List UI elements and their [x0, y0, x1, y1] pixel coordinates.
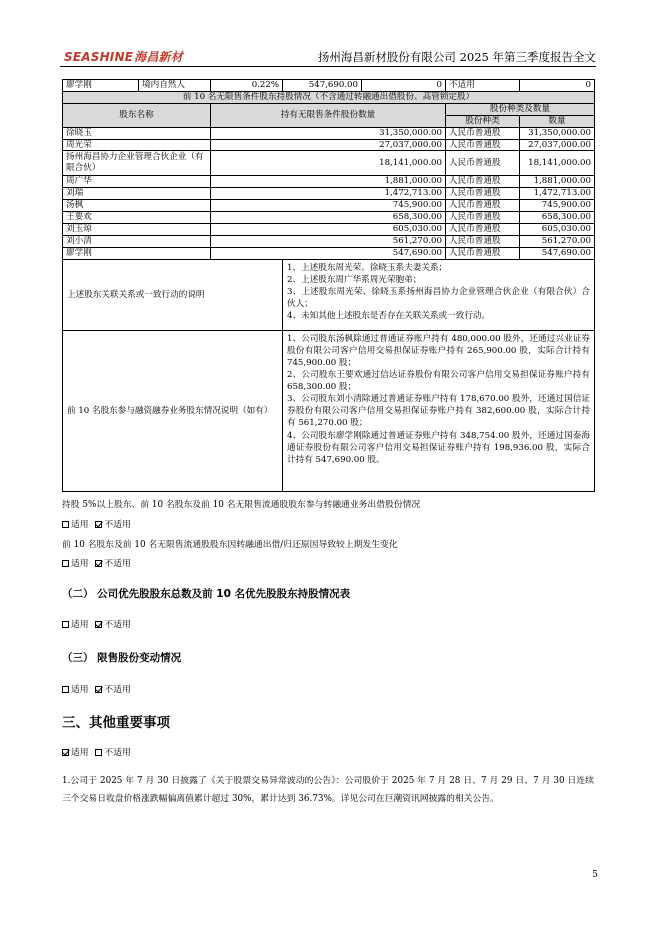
checkbox-checked-icon: [95, 560, 102, 567]
row-qty: 1,881,000.00: [520, 176, 595, 188]
change-note: 前 10 名股东及前 10 名无限售流通股股东因转融通出借/归还原因导致较上期发生变化: [62, 540, 398, 550]
relation-line: 4、未知其他上述股东是否存在关联关系或一致行动。: [287, 311, 491, 322]
applicable-label: 适用: [71, 559, 89, 569]
relation-line: 2、上述股东周广华系周光荣胞弟；: [287, 274, 422, 285]
preferred-checkbox-line: [62, 617, 131, 630]
margin-notes: [283, 330, 595, 491]
top-pct: 0.22%: [211, 80, 283, 92]
col-header-shares: 持有无限售条件股份数量: [211, 103, 446, 127]
row-name: 刘玉琼: [63, 224, 211, 236]
row-qty: 745,900.00: [520, 200, 595, 212]
row-kind: 人民币普通股: [446, 247, 520, 259]
not-applicable-label: 不适用: [104, 559, 131, 569]
table-row: [63, 139, 595, 151]
applicable-label: 适用: [71, 620, 89, 630]
page-number: 5: [592, 870, 598, 880]
checkbox-checked-icon: [95, 621, 102, 628]
checkbox-empty-icon: [62, 560, 69, 567]
row-name: 刘小清: [63, 235, 211, 247]
checkbox-empty-icon: [62, 521, 69, 528]
not-applicable-label: 不适用: [104, 748, 131, 758]
page-header: [60, 44, 596, 67]
row-qty: 1,472,713.00: [520, 188, 595, 200]
top-shares: 547,690.00: [283, 80, 362, 92]
other-checkbox-line: [62, 745, 131, 758]
relation-notes: [283, 259, 595, 330]
row-name: 徐晓玉: [63, 127, 211, 139]
applicable-label: 适用: [71, 748, 89, 758]
top-type: 境内自然人: [139, 80, 211, 92]
shareholder-rows: [63, 127, 595, 259]
logo-text-en: SEASHINE: [64, 50, 134, 64]
margin-label: 前 10 名股东参与融资融券业务股东情况说明（如有）: [63, 330, 283, 491]
section-heading-restricted: （三） 限售股份变动情况: [62, 652, 182, 664]
row-name: 周广华: [63, 176, 211, 188]
row-shares: 658,300.00: [211, 212, 446, 224]
row-qty: 18,141,000.00: [520, 151, 595, 176]
row-kind: 人民币普通股: [446, 151, 520, 176]
not-applicable-label: 不适用: [104, 685, 131, 695]
table-row: [63, 176, 595, 188]
row-kind: 人民币普通股: [446, 235, 520, 247]
row-qty: 547,690.00: [520, 247, 595, 259]
row-kind: 人民币普通股: [446, 176, 520, 188]
row-name: 王要欢: [63, 212, 211, 224]
not-applicable-label: 不适用: [104, 520, 131, 530]
row-shares: 31,350,000.00: [211, 127, 446, 139]
row-kind: 人民币普通股: [446, 139, 520, 151]
row-qty: 561,270.00: [520, 235, 595, 247]
applicable-label: 适用: [71, 520, 89, 530]
row-name: 汤枫: [63, 200, 211, 212]
table-row: [63, 235, 595, 247]
document-title: 扬州海昌新材股份有限公司 2025 年第三季度报告全文: [317, 50, 596, 64]
change-checkbox-line: [62, 556, 131, 569]
row-name: 周光荣: [63, 139, 211, 151]
col-header-qty: 数量: [520, 115, 595, 127]
row-shares: 561,270.00: [211, 235, 446, 247]
col-header-kind-group: 股份种类及数量: [446, 103, 595, 115]
row-kind: 人民币普通股: [446, 188, 520, 200]
shareholder-table: [62, 79, 595, 492]
checkbox-empty-icon: [95, 749, 102, 756]
row-qty: 31,350,000.00: [520, 127, 595, 139]
row-shares: 1,472,713.00: [211, 188, 446, 200]
top-count: 0: [520, 80, 595, 92]
relation-label: 上述股东关联关系或一致行动的说明: [63, 259, 283, 330]
margin-line: 4、公司股东廖学刚除通过普通证券账户持有 348,754.00 股外，还通过国泰海通证券股份有限公司客户信用交易担保证券账户持有 198,936.00 股，实际合计持有 547,690.00 股。: [287, 430, 590, 465]
lending-note: 持股 5%以上股东、前 10 名股东及前 10 名无限售流通股股东参与转融通业务出借股份情况: [62, 500, 421, 510]
margin-line: 2、公司股东王要欢通过信达证券股份有限公司客户信用交易担保证券账户持有 658,300.00 股；: [287, 370, 590, 393]
row-shares: 18,141,000.00: [211, 151, 446, 176]
row-name: 刘瑞: [63, 188, 211, 200]
checkbox-empty-icon: [62, 686, 69, 693]
logo-text-cn: 海昌新材: [134, 50, 183, 64]
row-shares: 745,900.00: [211, 200, 446, 212]
table-row: [63, 200, 595, 212]
table-row: [63, 151, 595, 176]
top-pledge: 0: [362, 80, 446, 92]
table-row: [63, 127, 595, 139]
row-qty: 658,300.00: [520, 212, 595, 224]
checkbox-empty-icon: [62, 621, 69, 628]
margin-line: 3、公司股东刘小清除通过普通证券账户持有 178,670.00 股外，还通过国信证券股份有限公司客户信用交易担保证券账户持有 382,600.00 股，实际合计持有 561,270.00 股；: [287, 394, 590, 429]
top-shareholder-row: [63, 80, 595, 92]
row-kind: 人民币普通股: [446, 127, 520, 139]
checkbox-checked-icon: [95, 521, 102, 528]
top-name: 廖学刚: [63, 80, 139, 92]
row-shares: 1,881,000.00: [211, 176, 446, 188]
top-status: 不适用: [446, 80, 520, 92]
row-shares: 547,690.00: [211, 247, 446, 259]
row-kind: 人民币普通股: [446, 224, 520, 236]
row-name: 扬州海昌协力企业管理合伙企业（有限合伙）: [63, 151, 211, 176]
section-heading-preferred: （二） 公司优先股股东总数及前 10 名优先股股东持股情况表: [62, 588, 351, 600]
table-row: [63, 247, 595, 259]
applicable-label: 适用: [71, 685, 89, 695]
row-kind: 人民币普通股: [446, 212, 520, 224]
restricted-checkbox-line: [62, 682, 131, 695]
table-row: [63, 188, 595, 200]
row-shares: 27,037,000.00: [211, 139, 446, 151]
section-heading-other-matters: 三、其他重要事项: [62, 715, 170, 731]
table-caption: 前 10 名无限售条件股东持股情况（不含通过转融通出借股份、高管锁定股）: [63, 91, 595, 103]
margin-line: 1、公司股东汤枫除通过普通证券账户持有 480,000.00 股外，还通过兴业证券股份有限公司客户信用交易担保证券账户持有 265,900.00 股，实际合计持有 745,900.00 股；: [287, 333, 590, 368]
other-matter-paragraph: 1.公司于 2025 年 7 月 30 日披露了《关于股票交易异常波动的公告》：公司股价于 2025 年 7 月 28 日、7 月 29 日、7 月 30 日连续三个交易日收盘价格涨跌幅偏离值累计超过 30%，累计达到 36.73%。详见公司在巨潮资讯网披露的相关公告。: [62, 776, 595, 804]
lending-checkbox-line: [62, 517, 131, 530]
row-shares: 605,030.00: [211, 224, 446, 236]
row-qty: 27,037,000.00: [520, 139, 595, 151]
row-name: 廖学刚: [63, 247, 211, 259]
table-row: [63, 212, 595, 224]
company-logo: [64, 48, 183, 65]
checkbox-checked-icon: [95, 686, 102, 693]
relation-line: 3、上述股东周光荣、徐晓玉系扬州海昌协力企业管理合伙企业（有限合伙）合伙人；: [287, 286, 590, 310]
table-row: [63, 224, 595, 236]
row-qty: 605,030.00: [520, 224, 595, 236]
col-header-kind: 股份种类: [446, 115, 520, 127]
checkbox-checked-icon: [62, 749, 69, 756]
not-applicable-label: 不适用: [104, 620, 131, 630]
col-header-name: 股东名称: [63, 103, 211, 127]
row-kind: 人民币普通股: [446, 200, 520, 212]
relation-line: 1、上述股东周光荣、徐晓玉系夫妻关系；: [287, 262, 448, 273]
